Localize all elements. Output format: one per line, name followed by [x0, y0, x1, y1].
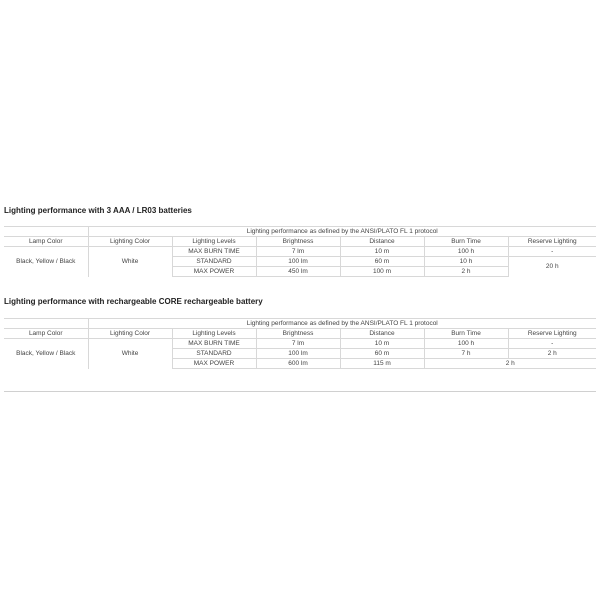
- brightness-cell: 100 lm: [256, 257, 340, 267]
- table-row: [4, 247, 596, 257]
- header-reserve-lighting: Reserve Lighting: [508, 329, 596, 339]
- header-lamp-color: Lamp Color: [4, 237, 88, 247]
- header-brightness: Brightness: [256, 329, 340, 339]
- distance-cell: 100 m: [340, 267, 424, 277]
- level-cell: MAX BURN TIME: [172, 247, 256, 257]
- header-brightness: Brightness: [256, 237, 340, 247]
- level-cell: STANDARD: [172, 257, 256, 267]
- empty-cell: [4, 319, 88, 329]
- reserve-cell: 2 h: [508, 349, 596, 359]
- distance-cell: 10 m: [340, 247, 424, 257]
- brightness-cell: 100 lm: [256, 349, 340, 359]
- lamp-color-value: Black, Yellow / Black: [16, 350, 76, 358]
- performance-table-aaa: [4, 226, 596, 277]
- performance-table-core: [4, 318, 596, 369]
- header-burn-time: Burn Time: [424, 237, 508, 247]
- level-cell: MAX BURN TIME: [172, 339, 256, 349]
- level-cell: STANDARD: [172, 349, 256, 359]
- table-group-header-row: [4, 319, 596, 329]
- table-header-row: [4, 237, 596, 247]
- reserve-cell: -: [508, 339, 596, 349]
- header-burn-time: Burn Time: [424, 329, 508, 339]
- table-header-row: [4, 329, 596, 339]
- header-lighting-levels: Lighting Levels: [172, 237, 256, 247]
- brightness-cell: 7 lm: [256, 339, 340, 349]
- level-cell: MAX POWER: [172, 267, 256, 277]
- burn-and-reserve-cell: 2 h: [424, 359, 596, 369]
- distance-cell: 115 m: [340, 359, 424, 369]
- header-lighting-color: Lighting Color: [88, 237, 172, 247]
- reserve-cell: -: [508, 247, 596, 257]
- burn-time-cell: 7 h: [424, 349, 508, 359]
- level-cell: MAX POWER: [172, 359, 256, 369]
- section-title-aaa-batteries: Lighting performance with 3 AAA / LR03 batteries: [4, 206, 192, 215]
- brightness-cell: 450 lm: [256, 267, 340, 277]
- burn-time-cell: 10 h: [424, 257, 508, 267]
- header-distance: Distance: [340, 329, 424, 339]
- brightness-cell: 600 lm: [256, 359, 340, 369]
- distance-cell: 60 m: [340, 257, 424, 267]
- distance-cell: 10 m: [340, 339, 424, 349]
- bottom-divider: [4, 391, 596, 392]
- header-reserve-lighting: Reserve Lighting: [508, 237, 596, 247]
- table-group-header-row: [4, 227, 596, 237]
- header-distance: Distance: [340, 237, 424, 247]
- protocol-group-header: Lighting performance as defined by the ANSI/PLATO FL 1 protocol: [88, 227, 596, 237]
- burn-time-cell: 100 h: [424, 247, 508, 257]
- lighting-color-value: White: [88, 339, 172, 369]
- header-lighting-levels: Lighting Levels: [172, 329, 256, 339]
- empty-cell: [4, 227, 88, 237]
- burn-time-cell: 2 h: [424, 267, 508, 277]
- reserve-cell: 20 h: [508, 257, 596, 277]
- lamp-color-value: Black, Yellow / Black: [16, 258, 76, 266]
- table-row: [4, 339, 596, 349]
- protocol-group-header: Lighting performance as defined by the ANSI/PLATO FL 1 protocol: [88, 319, 596, 329]
- brightness-cell: 7 lm: [256, 247, 340, 257]
- burn-time-cell: 100 h: [424, 339, 508, 349]
- section-title-core-battery: Lighting performance with rechargeable CORE rechargeable battery: [4, 297, 263, 306]
- distance-cell: 60 m: [340, 349, 424, 359]
- lighting-color-value: White: [88, 247, 172, 277]
- header-lighting-color: Lighting Color: [88, 329, 172, 339]
- header-lamp-color: Lamp Color: [4, 329, 88, 339]
